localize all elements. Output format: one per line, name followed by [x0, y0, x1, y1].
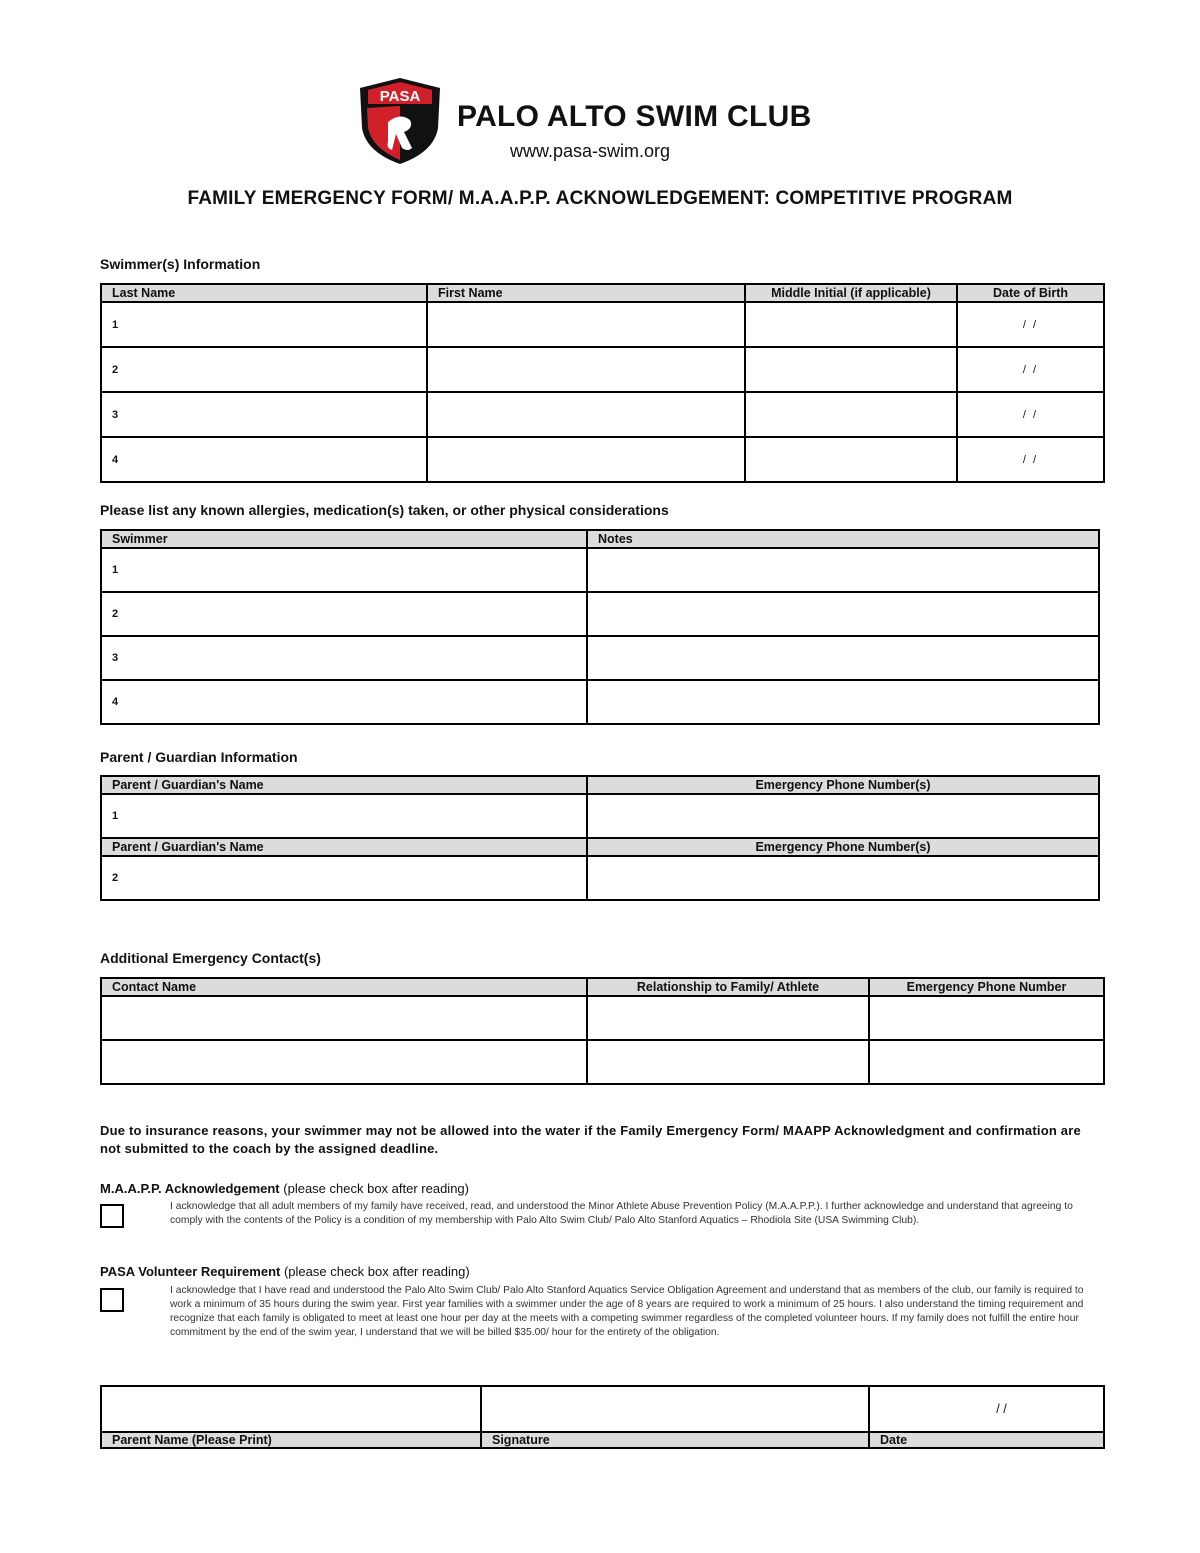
middle-initial-field[interactable]: [745, 302, 957, 347]
swimmers-table: [100, 283, 1105, 483]
col-swimmer: Swimmer: [101, 530, 587, 548]
guardians-section-label: Parent / Guardian Information: [100, 749, 298, 765]
notes-field[interactable]: [587, 636, 1099, 680]
contact-name-field[interactable]: [101, 1040, 587, 1084]
table-header-row: [101, 530, 1099, 548]
col-middle-initial: Middle Initial (if applicable): [745, 284, 957, 302]
volunteer-title-text: PASA Volunteer Requirement: [100, 1264, 281, 1279]
contacts-table: [100, 977, 1105, 1085]
allergies-section-label: Please list any known allergies, medication(s) taken, or other physical considerations: [100, 502, 669, 518]
first-name-field[interactable]: [427, 437, 745, 482]
date-label: Date: [869, 1432, 1104, 1448]
notes-field[interactable]: [587, 548, 1099, 592]
guardian-name-field[interactable]: 1: [101, 794, 587, 838]
col-relationship: Relationship to Family/ Athlete: [587, 978, 869, 996]
relationship-field[interactable]: [587, 996, 869, 1040]
col-notes: Notes: [587, 530, 1099, 548]
allergies-table: [100, 529, 1100, 725]
pasa-shield-icon: [358, 76, 442, 166]
swimmer-field[interactable]: 3: [101, 636, 587, 680]
swimmer-field[interactable]: 2: [101, 592, 587, 636]
volunteer-title: [100, 1264, 470, 1279]
col-last-name: Last Name: [101, 284, 427, 302]
middle-initial-field[interactable]: [745, 392, 957, 437]
parent-name-field[interactable]: [101, 1386, 481, 1432]
dob-field[interactable]: / /: [957, 347, 1104, 392]
guardian-phone-field[interactable]: [587, 856, 1099, 900]
table-header-row: [101, 978, 1104, 996]
date-field[interactable]: / /: [869, 1386, 1104, 1432]
dob-field[interactable]: / /: [957, 392, 1104, 437]
notes-field[interactable]: [587, 592, 1099, 636]
middle-initial-field[interactable]: [745, 347, 957, 392]
table-row: [101, 437, 1104, 482]
maapp-text: I acknowledge that all adult members of my family have received, read, and understood the Minor Athlete Abuse Prevention Policy (M.A.A.P.P.). I further acknowledge and understand that agreeing to comply with the contents of the Policy is a condition of my membership with Palo Alto Swim Club/ Palo Alto Stanford Aquatics – Rhodiola Site (USA Swimming Club).: [170, 1201, 1073, 1226]
signature-label-row: [101, 1432, 1104, 1448]
notes-field[interactable]: [587, 680, 1099, 724]
signature-table: [100, 1385, 1105, 1449]
signature-input-row: [101, 1386, 1104, 1432]
swimmers-section-label: Swimmer(s) Information: [100, 256, 261, 272]
insurance-notice: Due to insurance reasons, your swimmer may not be allowed into the water if the Family Emergency Form/ MAAPP Acknowledgment and confirmation are not submitted to the coach by the assigned deadline.: [100, 1123, 1081, 1156]
club-name: PALO ALTO SWIM CLUB: [457, 100, 812, 133]
col-guardian-name: Parent / Guardian's Name: [101, 776, 587, 794]
table-header-row: [101, 838, 1099, 856]
form-title: FAMILY EMERGENCY FORM/ M.A.A.P.P. ACKNOWLEDGEMENT: COMPETITIVE PROGRAM: [187, 188, 1013, 209]
maapp-checkbox[interactable]: [100, 1204, 124, 1228]
middle-initial-field[interactable]: [745, 437, 957, 482]
guardian-phone-field[interactable]: [587, 794, 1099, 838]
volunteer-checkbox[interactable]: [100, 1288, 124, 1312]
col-contact-phone: Emergency Phone Number: [869, 978, 1104, 996]
last-name-field[interactable]: 4: [101, 437, 427, 482]
logo-text: PASA: [379, 88, 421, 105]
table-row: [101, 794, 1099, 838]
table-row: [101, 1040, 1104, 1084]
contact-name-field[interactable]: [101, 996, 587, 1040]
first-name-field[interactable]: [427, 347, 745, 392]
col-date-of-birth: Date of Birth: [957, 284, 1104, 302]
club-url[interactable]: www.pasa-swim.org: [510, 141, 671, 161]
signature-label: Signature: [481, 1432, 869, 1448]
dob-field[interactable]: / /: [957, 302, 1104, 347]
guardians-table: [100, 775, 1100, 901]
volunteer-hint: (please check box after reading): [283, 1264, 470, 1279]
contact-phone-field[interactable]: [869, 1040, 1104, 1084]
table-row: [101, 548, 1099, 592]
club-logo: [358, 76, 442, 166]
last-name-field[interactable]: 3: [101, 392, 427, 437]
last-name-field[interactable]: 1: [101, 302, 427, 347]
first-name-field[interactable]: [427, 302, 745, 347]
table-row: [101, 592, 1099, 636]
table-header-row: [101, 776, 1099, 794]
col-first-name: First Name: [427, 284, 745, 302]
table-row: [101, 636, 1099, 680]
table-row: [101, 347, 1104, 392]
swimmer-field[interactable]: 1: [101, 548, 587, 592]
dob-field[interactable]: / /: [957, 437, 1104, 482]
col-emergency-phone: Emergency Phone Number(s): [587, 776, 1099, 794]
col-emergency-phone: Emergency Phone Number(s): [587, 838, 1099, 856]
parent-name-label: Parent Name (Please Print): [101, 1432, 481, 1448]
table-row: [101, 680, 1099, 724]
col-contact-name: Contact Name: [101, 978, 587, 996]
table-row: [101, 302, 1104, 347]
guardian-name-field[interactable]: 2: [101, 856, 587, 900]
maapp-hint: (please check box after reading): [283, 1181, 469, 1196]
contacts-section-label: Additional Emergency Contact(s): [100, 950, 321, 966]
first-name-field[interactable]: [427, 392, 745, 437]
table-row: [101, 856, 1099, 900]
table-row: [101, 392, 1104, 437]
table-row: [101, 996, 1104, 1040]
maapp-title: [100, 1181, 469, 1196]
contact-phone-field[interactable]: [869, 996, 1104, 1040]
maapp-title-text: M.A.A.P.P. Acknowledgement: [100, 1181, 280, 1196]
last-name-field[interactable]: 2: [101, 347, 427, 392]
swimmer-field[interactable]: 4: [101, 680, 587, 724]
signature-field[interactable]: [481, 1386, 869, 1432]
relationship-field[interactable]: [587, 1040, 869, 1084]
col-guardian-name: Parent / Guardian's Name: [101, 838, 587, 856]
table-header-row: [101, 284, 1104, 302]
volunteer-text: I acknowledge that I have read and understood the Palo Alto Swim Club/ Palo Alto Stanford Aquatics Service Obligation Agreement and understand that as members of the club, our family is required to work a minimum of 35 hours during the swim year. First year families with a swimmer under the age of 8 years are required to work a minimum of 25 hours. I also understand the timing requirement and recognize that each family is obligated to meet at least one hour per day at the meets with a competing swimmer regardless of the completed volunteer hours. If my family does not fulfill the entire hour commitment by the end of the swim year, I understand that we will be billed $35.00/ hour for the entirety of the obligation.: [170, 1285, 1084, 1338]
